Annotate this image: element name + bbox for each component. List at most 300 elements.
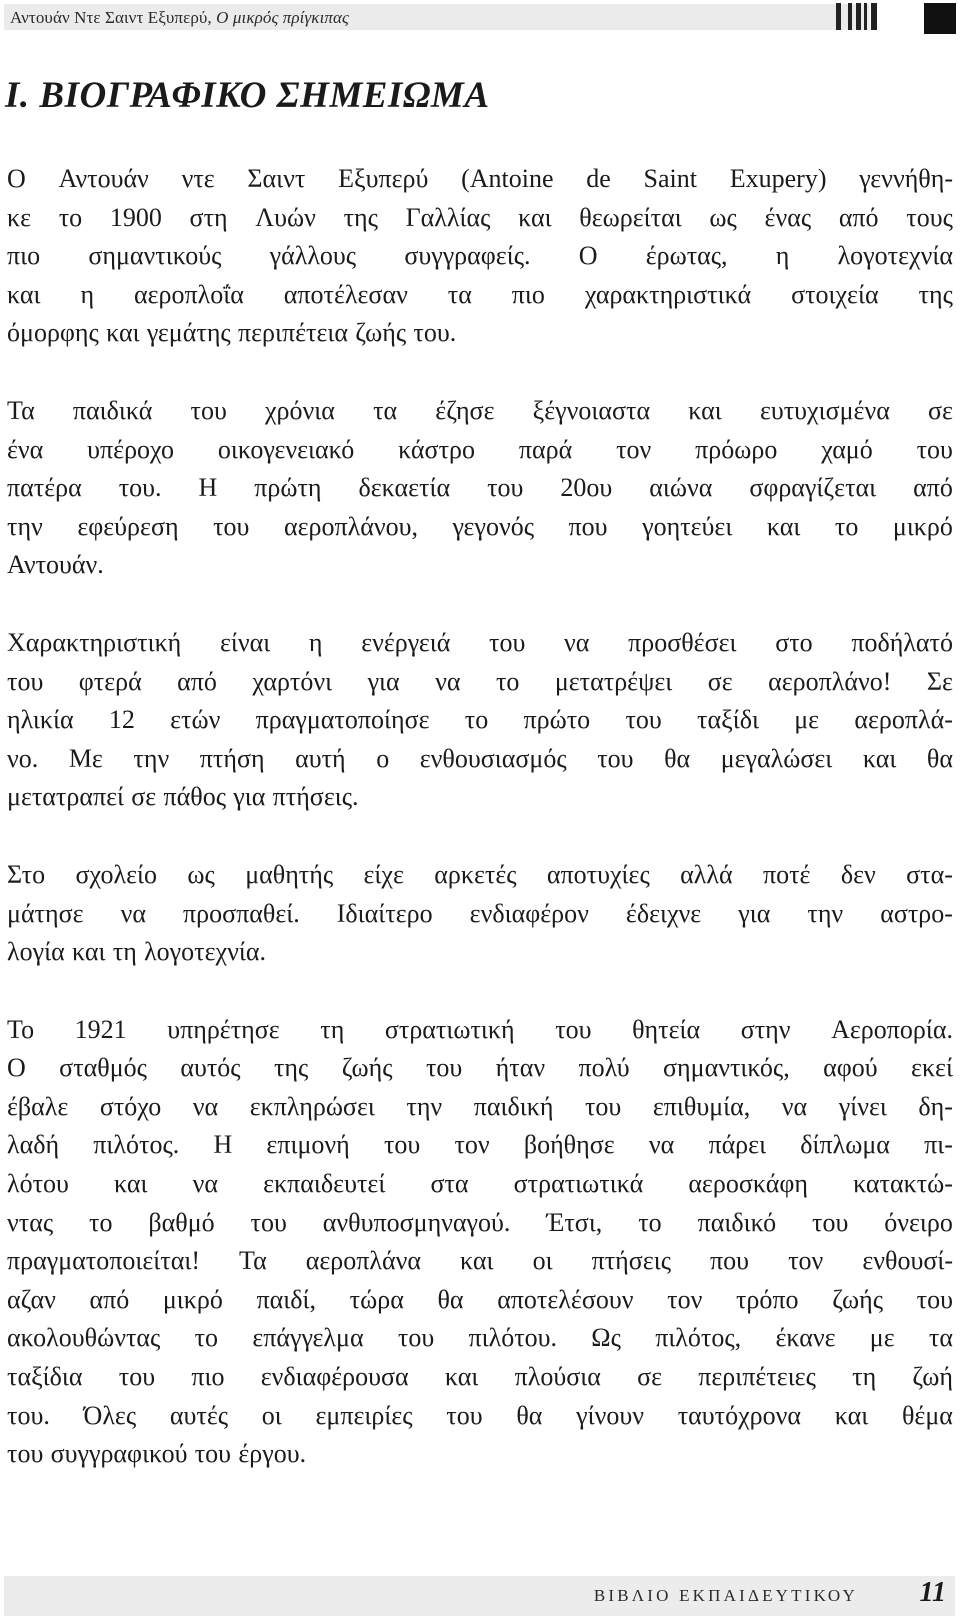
word: ετών xyxy=(170,705,221,735)
word: ακολουθώντας xyxy=(7,1323,161,1353)
word: ποτέ xyxy=(762,859,811,889)
word: ως xyxy=(709,202,737,232)
word: να xyxy=(648,1130,675,1160)
word: γίνει xyxy=(838,1091,887,1121)
word: του xyxy=(812,1207,849,1237)
word: πιλότος, xyxy=(655,1323,742,1353)
word: οι xyxy=(261,1400,282,1430)
word: πτήσεις xyxy=(591,1246,672,1276)
text-line xyxy=(7,856,953,895)
word: με xyxy=(869,1323,895,1353)
word: πραγματοποίησε xyxy=(255,705,430,735)
word: και xyxy=(862,743,897,773)
word: φτερά xyxy=(78,666,142,696)
word: του xyxy=(194,1439,232,1469)
word: σε xyxy=(707,666,733,696)
word: του xyxy=(7,666,44,696)
word: είχε xyxy=(363,859,404,889)
word: πάρει xyxy=(708,1130,767,1160)
word: του xyxy=(597,743,634,773)
word: Στο xyxy=(7,859,46,889)
word: Ως xyxy=(591,1323,621,1353)
word: έκανε xyxy=(775,1323,836,1353)
word: και xyxy=(688,395,722,425)
word: Saint xyxy=(643,164,697,193)
word: Έτσι, xyxy=(546,1207,603,1237)
word: πρώτη xyxy=(254,473,322,503)
word: το xyxy=(89,1207,113,1237)
word: του. xyxy=(413,318,457,348)
word: χαρτόνι xyxy=(252,666,333,696)
word: δεκαετία xyxy=(358,473,451,503)
word: αεροπλά- xyxy=(854,705,953,735)
word: παρά xyxy=(518,434,573,464)
text-line xyxy=(7,778,953,817)
word: που xyxy=(710,1246,750,1276)
word: ζωής xyxy=(832,1284,884,1314)
word: Αντουάν xyxy=(58,164,149,193)
word: να xyxy=(120,898,146,928)
word: πτήσεις. xyxy=(272,782,359,812)
word: του xyxy=(916,434,953,464)
word: του xyxy=(625,705,662,735)
word: ζωής xyxy=(341,1053,393,1083)
word: από xyxy=(838,202,879,232)
header-edge-mark xyxy=(856,3,861,30)
text-line xyxy=(7,740,953,779)
word: δεν xyxy=(840,859,876,889)
word: τώρα xyxy=(349,1284,404,1314)
word: και xyxy=(834,1400,869,1430)
word: της xyxy=(918,279,953,309)
word: Χαρακτηριστική xyxy=(7,627,182,657)
word: βοήθησε xyxy=(523,1130,615,1160)
word: σφραγίζεται xyxy=(749,473,877,503)
word: θα xyxy=(437,1284,464,1314)
header-edge-mark xyxy=(848,3,852,30)
word: και xyxy=(460,1246,494,1276)
word: και xyxy=(71,937,106,967)
word: του xyxy=(446,1400,483,1430)
word: μετατραπεί xyxy=(7,782,125,812)
word: δίπλωμα xyxy=(800,1130,890,1160)
word: βαθμό xyxy=(148,1207,215,1237)
word: από xyxy=(913,473,953,503)
word: στα xyxy=(430,1169,469,1199)
word: χαμό xyxy=(821,434,873,464)
word: αεροπλάνα xyxy=(305,1246,422,1276)
word: παιδική xyxy=(473,1091,554,1121)
word: το xyxy=(638,1207,662,1237)
word: Τα xyxy=(7,395,35,425)
word: και xyxy=(114,1169,148,1199)
word: Ο xyxy=(578,241,598,271)
word: αιώνα xyxy=(649,473,713,503)
word: αρκετές xyxy=(434,859,517,889)
paragraph-gap xyxy=(7,972,953,1011)
word: μετατρέψει xyxy=(554,666,673,696)
word: αυτή xyxy=(295,743,346,773)
word: του xyxy=(190,395,227,425)
word: σταθμός xyxy=(59,1053,147,1083)
text-line xyxy=(7,1397,953,1436)
word: λογοτεχνία xyxy=(837,241,953,271)
word: εμπειρίες xyxy=(315,1400,413,1430)
word: Ιδιαίτερο xyxy=(336,898,433,928)
footer-book-label: ΒΙΒΛΙΟ ΕΚΠΑΙΔΕΥΤΙΚΟΥ xyxy=(593,1586,858,1605)
word: του xyxy=(397,1323,435,1353)
word: λογοτεχνία. xyxy=(144,937,266,967)
text-line xyxy=(7,431,953,470)
word: ταξίδια xyxy=(7,1362,83,1392)
word: πρόωρο xyxy=(695,434,778,464)
word: να xyxy=(435,666,461,696)
word: κε xyxy=(7,202,32,232)
header-author: Αντουάν Ντε Σαιντ Εξυπερύ, xyxy=(10,8,212,27)
word: παιδικό xyxy=(697,1207,777,1237)
word: του. xyxy=(7,1400,50,1430)
header-edge-mark xyxy=(864,3,867,30)
word: de xyxy=(586,164,611,193)
word: Με xyxy=(68,743,103,773)
word: ενδιαφέρον xyxy=(469,898,589,928)
word: για xyxy=(233,782,266,812)
word: κατακτώ- xyxy=(853,1169,953,1199)
word: της xyxy=(343,202,378,232)
word: αυτές xyxy=(169,1400,229,1430)
word: αφού xyxy=(823,1053,878,1083)
word: Εξυπερύ xyxy=(338,164,429,193)
word: πιο xyxy=(511,279,545,309)
word: τον xyxy=(788,1246,824,1276)
word: ζωή xyxy=(912,1362,953,1392)
word: ένα xyxy=(7,434,44,464)
word: τον xyxy=(616,434,652,464)
word: τον xyxy=(667,1284,703,1314)
word: έζησε xyxy=(435,395,495,425)
text-line xyxy=(7,392,953,431)
word: ταυτόχρονα xyxy=(677,1400,802,1430)
word: και xyxy=(518,202,552,232)
text-line xyxy=(7,701,953,740)
word: εκεί xyxy=(911,1053,953,1083)
word: τους xyxy=(906,202,953,232)
word: αποτελέσουν xyxy=(497,1284,634,1314)
word: οι xyxy=(532,1246,553,1276)
word: ένας xyxy=(764,202,812,232)
word: Λυών xyxy=(255,202,316,232)
word: πραγματοποιείται! xyxy=(7,1246,200,1276)
word: προσθέσει xyxy=(628,627,737,657)
word: Γαλλίας xyxy=(405,202,491,232)
header-edge-mark xyxy=(836,3,841,30)
word: πιο xyxy=(7,241,41,271)
word: την xyxy=(807,898,844,928)
word: του xyxy=(118,1362,156,1392)
word: επιθυμία, xyxy=(652,1091,751,1121)
word: μαθητής xyxy=(245,859,334,889)
paragraph-gap xyxy=(7,585,953,624)
word: ενθουσιασμός xyxy=(419,743,567,773)
paragraph-gap xyxy=(7,353,953,392)
text-line xyxy=(7,1088,953,1127)
word: πάθος xyxy=(163,782,226,812)
word: αεροπλάνο! xyxy=(768,666,892,696)
word: του xyxy=(916,1284,953,1314)
text-line xyxy=(7,276,953,315)
word: γεννήθη- xyxy=(859,164,953,193)
word: τον xyxy=(454,1130,490,1160)
running-header-bar xyxy=(4,4,870,30)
word: για xyxy=(367,666,400,696)
word: μάτησε xyxy=(7,898,84,928)
word: έδειχνε xyxy=(625,898,702,928)
word: ζωής xyxy=(355,318,407,348)
word: ποδήλατό xyxy=(851,627,953,657)
word: τη xyxy=(320,1014,345,1044)
paragraph xyxy=(7,856,953,972)
word: υπέροχο xyxy=(87,434,175,464)
word: ανθυποσμηναγού. xyxy=(322,1207,511,1237)
word: το xyxy=(495,666,520,696)
word: χαρακτηριστικά xyxy=(584,279,752,309)
text-line xyxy=(7,1049,953,1088)
word: πατέρα xyxy=(7,473,82,503)
word: του xyxy=(7,1439,44,1469)
word: στρατιωτική xyxy=(384,1014,515,1044)
text-line xyxy=(7,314,953,353)
word: η xyxy=(775,241,790,271)
word: το xyxy=(194,1323,219,1353)
word: η xyxy=(308,627,323,657)
word: γάλλους xyxy=(269,241,357,271)
text-line xyxy=(7,624,953,663)
header-edge-mark xyxy=(871,3,877,30)
word: τη xyxy=(852,1362,877,1392)
word: αλλά xyxy=(680,859,733,889)
paragraph xyxy=(7,160,953,353)
word: σημαντικούς xyxy=(88,241,222,271)
word: και xyxy=(444,1362,479,1392)
word: όνειρο xyxy=(884,1207,953,1237)
word: θέμα xyxy=(901,1400,953,1430)
word: Αεροπορία. xyxy=(831,1014,953,1044)
word: από xyxy=(177,666,217,696)
word: την xyxy=(133,743,170,773)
word: η xyxy=(80,279,95,309)
word: συγγραφικού xyxy=(50,1439,188,1469)
word: και xyxy=(7,279,41,309)
word: αεροπλοΐα xyxy=(133,279,244,309)
word: Αντουάν. xyxy=(7,550,104,580)
text-line xyxy=(7,546,953,585)
word: αστρο- xyxy=(880,898,953,928)
word: στα- xyxy=(906,859,953,889)
word: γίνουν xyxy=(576,1400,645,1430)
word: πι- xyxy=(924,1130,953,1160)
word: την xyxy=(7,511,43,541)
word: λογία xyxy=(7,937,65,967)
word: (Antoine xyxy=(461,164,554,193)
word: υπηρέτησε xyxy=(167,1014,280,1044)
word: ενδιαφέρουσα xyxy=(260,1362,409,1392)
word: αυτός xyxy=(180,1053,241,1083)
word: έρωτας, xyxy=(645,241,728,271)
word: επιμονή xyxy=(266,1130,350,1160)
word: πιλότου. xyxy=(468,1323,558,1353)
word: το xyxy=(58,202,83,232)
text-line xyxy=(7,1204,953,1243)
paragraph-gap xyxy=(7,817,953,856)
word: στοιχεία xyxy=(791,279,879,309)
word: Η xyxy=(213,1130,233,1160)
word: ντας xyxy=(7,1207,54,1237)
word: αποτυχίες xyxy=(546,859,650,889)
word: όμορφης xyxy=(7,318,99,348)
word: Exupery) xyxy=(729,164,827,193)
word: την xyxy=(406,1091,443,1121)
word: είναι xyxy=(219,627,271,657)
word: το xyxy=(464,705,489,735)
word: Ο xyxy=(7,164,26,193)
word: ταξίδι xyxy=(697,705,759,735)
word: Ο xyxy=(7,1053,26,1083)
word: Σαιντ xyxy=(247,164,306,193)
word: στη xyxy=(189,202,228,232)
word: του xyxy=(487,473,524,503)
text-line xyxy=(7,1358,953,1397)
word: να xyxy=(564,627,590,657)
word: πλούσια xyxy=(514,1362,601,1392)
text-line xyxy=(7,160,953,199)
word: θα xyxy=(516,1400,543,1430)
word: συγγραφείς. xyxy=(404,241,531,271)
word: τη xyxy=(112,937,137,967)
text-line xyxy=(7,1165,953,1204)
text-line xyxy=(7,1281,953,1320)
word: 1921 xyxy=(74,1014,127,1044)
text-line xyxy=(7,663,953,702)
text-line xyxy=(7,237,953,276)
word: αζαν xyxy=(7,1284,56,1314)
word: να xyxy=(781,1091,808,1121)
text-line xyxy=(7,199,953,238)
word: Η xyxy=(198,473,218,503)
word: Όλες xyxy=(83,1400,137,1430)
word: και xyxy=(766,511,801,541)
word: γεμάτης xyxy=(146,318,231,348)
word: που xyxy=(568,511,608,541)
word: να xyxy=(192,1169,219,1199)
text-line xyxy=(7,1242,953,1281)
word: 1900 xyxy=(109,202,162,232)
word: του xyxy=(425,1053,463,1083)
word: ως xyxy=(187,859,215,889)
word: παιδί, xyxy=(256,1284,317,1314)
text-line xyxy=(7,1126,953,1165)
word: αεροσκάφη xyxy=(688,1169,808,1199)
page-number: 11 xyxy=(919,1577,946,1608)
word: τα xyxy=(373,395,398,425)
section-heading: Ι. ΒΙΟΓΡΑΦΙΚΟ ΣΗΜΕΙΩΜΑ xyxy=(5,75,490,116)
word: 20ου xyxy=(560,473,613,503)
word: 12 xyxy=(108,705,135,735)
word: Σε xyxy=(926,666,953,696)
word: ήταν xyxy=(495,1053,546,1083)
word: εκπληρώσει xyxy=(249,1091,375,1121)
word: Τα xyxy=(239,1246,267,1276)
paragraph xyxy=(7,392,953,585)
word: Το xyxy=(7,1014,35,1044)
word: πτήση xyxy=(199,743,265,773)
word: ενέργειά xyxy=(361,627,451,657)
word: πιλότος. xyxy=(93,1130,180,1160)
word: με xyxy=(794,705,820,735)
word: να xyxy=(192,1091,219,1121)
header-book-title: Ο μικρός πρίγκιπας xyxy=(216,8,350,27)
word: αποτέλεσαν xyxy=(283,279,408,309)
word: δη- xyxy=(918,1091,953,1121)
header-corner-block xyxy=(924,3,956,34)
word: τα xyxy=(928,1323,953,1353)
word: περιπέτειες xyxy=(698,1362,816,1392)
word: θα xyxy=(926,743,953,773)
word: παιδικά xyxy=(72,395,153,425)
word: οικογενειακό xyxy=(217,434,355,464)
word: του xyxy=(489,627,526,657)
text-line xyxy=(7,933,953,972)
word: του xyxy=(250,1207,287,1237)
word: επάγγελμα xyxy=(252,1323,364,1353)
word: νο. xyxy=(7,743,39,773)
word: λαδή xyxy=(7,1130,60,1160)
word: έργου. xyxy=(238,1439,307,1469)
word: χρόνια xyxy=(265,395,335,425)
word: του xyxy=(555,1014,592,1044)
word: της xyxy=(273,1053,309,1083)
word: του. xyxy=(118,473,162,503)
text-line xyxy=(7,508,953,547)
running-header xyxy=(10,8,349,28)
word: στρατιωτικά xyxy=(513,1169,644,1199)
word: του xyxy=(213,511,250,541)
word: τα xyxy=(447,279,472,309)
word: ηλικία xyxy=(7,705,74,735)
word: σχολείο xyxy=(75,859,158,889)
word: ευτυχισμένα xyxy=(759,395,890,425)
word: θεωρείται xyxy=(579,202,682,232)
word: από xyxy=(89,1284,130,1314)
word: εφεύρεση xyxy=(77,511,179,541)
text-line xyxy=(7,1011,953,1050)
text-line xyxy=(7,1435,953,1474)
word: και xyxy=(106,318,140,348)
word: έβαλε xyxy=(7,1091,69,1121)
word: εκπαιδευτεί xyxy=(263,1169,386,1199)
word: γοητεύει xyxy=(642,511,733,541)
word: στόχο xyxy=(99,1091,162,1121)
word: κάστρο xyxy=(398,434,475,464)
word: πιο xyxy=(191,1362,225,1392)
word: μικρό xyxy=(892,511,953,541)
word: σε xyxy=(928,395,953,425)
paragraph xyxy=(7,624,953,817)
biography-text xyxy=(7,160,953,1474)
word: προσπαθεί. xyxy=(183,898,300,928)
word: θα xyxy=(664,743,691,773)
word: στην xyxy=(740,1014,791,1044)
word: γεγονός xyxy=(452,511,535,541)
